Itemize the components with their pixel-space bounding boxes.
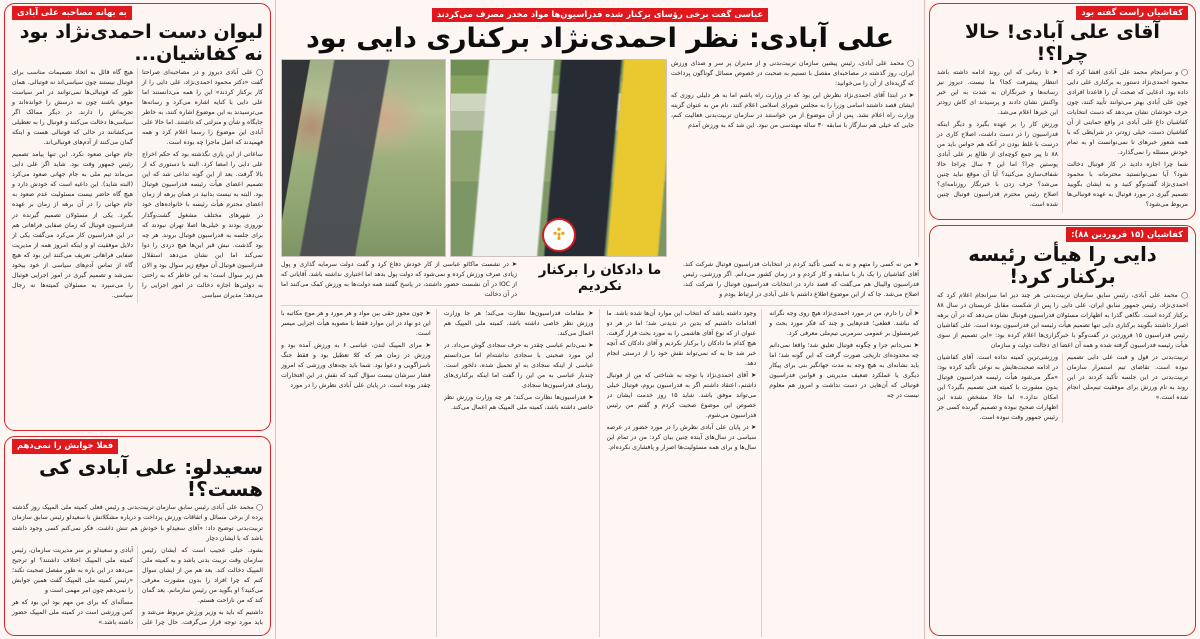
main-lead-column	[671, 59, 919, 257]
paragraph: وجود داشته باشد که انتخاب این موارد آن‌ها شده باشد. ما اقدامات داشتیم که بدین در ندیدنی شد؛ اما در هر دو عنوان از که نوع آقای هاشمی را به مورد بحث قرار گرفت. هیچ کدام ما دادکان را برکنار نکردیم و آقای دادکان که آنچه خبر شد جا به که نمی‌تواند نقش خود را از درستی انجام دهد.	[606, 309, 757, 367]
photo-fill	[282, 60, 445, 256]
paragraph: داشتیم که باید به وزیر ورزش مربوط می‌شد و باید مورد توجه قرار می‌گرفت. حال چرا علی آبادی و سعیدلو بر سر مدیریت سازمان، رئیس کمیته ملی المپیک اختلاف داشتند؟ او ترجیح می‌دهد در این باره به طور مفصل صحبت نکند؛ «رئیس کمیته ملی المپیک گفت همین جوابش را نمی‌دهم چون امر مهمی است و	[12, 546, 263, 626]
photo-left-two-officials	[281, 59, 446, 257]
paragraph: ◯ محمد علی آبادی، رئیس پیشین سازمان تربیت‌بدنی و از مدیران پر سر و صدای ورزش ایران، روز گذشته در مصاحبه‌ای مفصل با تسنیم به صحبت در خصوص مسائل گوناگون پرداخت که گزیده‌ای از آن را می‌خوانید:	[671, 59, 914, 87]
left-bottom-banner-row	[12, 436, 263, 453]
left-article-top	[4, 3, 271, 431]
paragraph: ➤ آقای احمدی‌نژاد با توجه به شناختی که من از فوتبال داشتم، اعتقاد داشتم اگر به فدراسیون بروم، فوتبال خیلی می‌تواند موفق باشد. شاید ۱۵ روز خدمت ایشان در خصوص این موضوع صحبت کردم و گفتم من رئیس فدراسیون می‌شوم.	[606, 372, 757, 420]
paragraph: مسأله‌ای که برای من مهم بود این بود که هر کس ورزشی است در کمیته ملی المپیک حضور داشته باشد.»	[12, 598, 133, 626]
paragraph: شما چرا اجازه دادید در کار فوتبال دخالت شود؟ آیا نمی‌توانستید محترمانه با محمود احمدی‌نژاد گفت‌وگو کنید و به ایشان بگویید تصمیم گیری در مورد فوتبال به عهده فوتبالی‌ها مربوط می‌شود؟	[1067, 161, 1188, 209]
paragraph: ➤ در نشست ماکائو عباسی از کار خودش دفاع کرد و گفت دولت سرمایه گذاری و پول زیادی صرف ورزش کرده و نمی‌شود که دولت پول بدهد اما اختیاری نداشته باشد. آقایانی که از IOC در آن نشست حضور داشتند، در پاسخ گفتند همه دولت‌ها به ورزش کمک می‌کنند اما در آن دخالت	[281, 260, 517, 298]
paragraph: ➤ نمی‌دانم عباسی چقدر به حرف سجادی گوش می‌داد. در این مورد صحبتی با سجادی نداشته‌ام اما می‌دانستم عباسی از اینکه سجادی به او تحمیل شده، دلخور است. چندبار عباسی به من این را گفت اما اینکه برکناری‌های رؤسای فدراسیون‌ها سجادی	[443, 341, 594, 390]
left-top-body	[12, 68, 263, 303]
right-bottom-body	[937, 353, 1188, 423]
right-bottom-banner-row	[937, 225, 1188, 242]
iran-football-federation-emblem	[542, 218, 576, 252]
divider	[281, 305, 919, 306]
paragraph: ➤ فدراسیون‌ها نظارت می‌کند؛ هر چه وزارت ورزش نظر خاصی داشته باشد، کمیته ملی المپیک هم اعمال می‌کند.	[443, 394, 594, 412]
paragraph: ➤ در ابتدا آقای احمدی‌نژاد نظرش این بود که در وزارت راه باشم اما به هر دلیلی روزی که ایشان قصد داشتند اسامی وزرا را به مجلس شورای اسلامی اعلام کنند، نام من به عنوان گزینه وزارت راه اعلام نشد. پس از آن موضوع از من خواستند در سازمان تربیت‌بدنی فعالیت کنم، جایی که خیلی هم سازگار با سابقه ۳۰ ساله مهندسی من نبود. این شد که به ورزش آمدم	[671, 91, 914, 129]
right-article-top	[929, 3, 1196, 220]
paragraph: ➤ مرای المپیک لندن، عباسی ۶ به ورزش آمده بود و ورزش در زمان هم که کلا تعطیل بود و فقط جنگ ناسزاگویی و دعوا بود. شما باید بچه‌های ورزشی که امروز فشار سرشان نیست سؤال کنید که نقش در این افتخارات چقدر بوده است. در پایان علی آبادی نظرش را در مورد	[281, 341, 431, 390]
paragraph: ➤ در پایان علی آبادی نظرش را در مورد حضور در عرصه سیاسی در سال‌های آینده چنین بیان کرد: من در تمام این سال‌ها و برای همه مسئولیت‌ها اصرار و پافشاری نکرده‌ام.	[606, 424, 757, 452]
paragraph: ➤ چون مجوز حقی بین مواد و هر مورد و هر موج مکاتبه با این دو نهاد در این موارد فقط با مصوبه هیأت اجرایی میسر است.	[281, 309, 431, 337]
main-body-columns	[281, 309, 919, 637]
left-top-banner: به بهانه مصاحبه علی آبادی	[12, 6, 132, 21]
main-col-2	[607, 309, 763, 637]
paragraph: ◯ علی آبادی دیروز و در مصاحبه‌ای صراحتا گفت «دکتر محمود احمدی‌نژاد، علی دایی را از کار برکنار کردند» این را همه می‌دانستند اما علی دایی با کنایه اشاره می‌کرد و رسانه‌ها می‌ترسیدند به این موضوع اشاره کنند، به خاطر جایگاه و شأن و منزلتی که داشتند. اما حالا علی آبادی این موضوع را رسما اعلام کرد و همه فهمیدند که اصل ماجرا چه بوده است.	[142, 68, 263, 147]
paragraph: ➤ تا زمانی که این روند ادامه داشته باشد انتظار پیشرفت کجا؟ ما نیست. دیروز نیز رسانه‌ها و خبرنگاران به شدت به این خبر واکنش نشان دادند و پرسیدند ای کاش زودتر این خبرها اعلام می‌شد.	[937, 68, 1058, 117]
main-col-1	[769, 309, 919, 637]
main-col-3	[444, 309, 600, 637]
paragraph: ➤ من نه کسی را متهم و نه به کسی تأکید کردم در انتخابات فدراسیون فوتبال شرکت کند. آقای کفاشیان را یک بار با سابقه و کار کردم و در زمان کشور می‌دانم. اگر ورزشی، رئیس فدراسیون والیبال هم می‌گفت که قصد دارد در انتخابات فدراسیون فوتبال را شرکت کند، اصلاح می‌شد. جا که از این موضوع اطلاع داشتم با علی آبادی در ارتباط بودم و	[683, 260, 919, 298]
right-bottom-banner: کفاشیان (۱۵ فروردین ۸۸):	[1066, 227, 1188, 242]
left-bottom-headline: سعیدلو: علی آبادی کی هست؟!	[38, 454, 263, 502]
main-banner-row	[281, 2, 919, 22]
left-bottom-lead: ◯ محمد علی آبادی رئیس سابق سازمان تربیت‌بدنی و رئیس فعلی کمیته ملی المپیک روز گذشته پرده از برخی مسائل و اتفاقات ورزش پرداخت و درباره مشکلاتش با سعیدلو رئیس سابق سازمان تربیت‌بدنی توضیح داد: «آقای سعیدلو با خودش هم تنش داشت. فکر نمی‌کنم کسی وجود داشته باشد که با ایشان دچار	[12, 504, 263, 542]
left-bottom-body	[12, 546, 263, 629]
paragraph: ساعاتی از این بازی نگذشته بود که حکم اخراج علی دایی را امضا کرد. البته با دستوری که از بالا گرفت. بعد از این گونه تداعی شد که این تصمیم اعضای هیأت رئیسه فدراسیون فوتبال بود. البته به نیست بدانید در همان برهه از زمان اعضای محترم هیأت رئیسه با خانواده‌های خود در شهرهای مختلف مشغول گشت‌وگذار نوروزی بودند و خیلی‌ها اصلا تهران نبودند که برای جلسه به فدراسیون فوتبال بروند. هر چه بود گذشت. نبش قبر این‌ها هیچ دردی را دوا نمی‌کند اما این نشان می‌دهد استقلال فدراسیون فوتبال آن موقع زیر سوال بود و الان هم زیر سوال است؛ به این خاطر که به راحتی به دولتی‌ها اجازه دخالت در امور اجرایی را می‌دهد؛ مدیران سیاسی	[142, 151, 263, 299]
left-article-bottom	[4, 436, 271, 636]
left-bottom-banner: فعلا جوابش را نمی‌دهم	[12, 439, 118, 454]
photo-row	[281, 59, 919, 257]
right-article-bottom	[929, 225, 1196, 636]
left-column	[0, 0, 275, 639]
photo-center-ahmadinejad-handshake	[450, 59, 667, 257]
right-column	[925, 0, 1200, 639]
right-top-body	[937, 68, 1188, 213]
paragraph: ➤ نمی‌دانم جرا و چگونه فوتبال تعلیق شد؛ واقعا نمی‌دانم چه محدوده‌ای تاریخی صورت گرفت که این گونه شد؛ اما باید نشانه‌ای به هیچ وجه به مدت جهانگیر بنی برای پیکار دیگری یا عملکرد ضعیف مدیریتی و قوانین فدراسیون فوتبالی که آن‌هایی در دست نداشت و امروز هم معلوم نیست در چه	[769, 341, 919, 400]
paragraph: ➤ مقامات فدراسیون‌ها نظارت می‌کند؛ هر جا وزارت ورزش نظر خاصی داشته باشد، کمیته ملی المپیک هم اعمال می‌کند.	[443, 309, 594, 337]
main-headline: علی آبادی: نظر احمدی‌نژاد برکناری دایی بود	[305, 23, 895, 55]
paragraph: ورزشی‌ترین کمیته نداده است. آقای کفاشیان در ادامه صحبت‌هایش به نوعی تأکید کرده بود: «مگر می‌شود هیأت رئیسه فدراسیون فوتبال بدون مشورت با کمیته فنی تصمیم بگیرد؟ این امکان ندارد.» اما حالا مشخص شده این اظهارات صحیح نبوده و تصمیم گیرنده کسی جز رئیس جمهور وقت نبوده است.	[937, 353, 1058, 422]
right-top-banner-row	[937, 3, 1188, 20]
paragraph: ورزش کار را بر عهده بگیرد و دیگر اینکه فدراسیون را در دست داشت، اصلاح کاری در درست با غلط بودن در آنکه هم حواس باید من ۸۸ تا پیر جمع کوچه‌ای از طالع بر علی آبادی پوستین چرا؟ اما این ۴ سال چراجا حالا شفاف‌سازی می‌کنید؟ آیا آن موقع نباید چنین می‌شد؟ حرف زدن با خبرنگار روزنامه‌ای؟ اصلاح رئیس محترم فدراسیون فوتبال چنین شده است.	[937, 121, 1058, 209]
paragraph: هیچ گاه قائل به اتخاذ تصمیمات مناسب برای فوتبال نیستند چون سیاسی‌اند نه فوتبالی. همان طور که فوتبالی‌ها نمی‌توانند در امر سیاست موفق باشند چون نه درسش را خوانده‌اند و تجربه‌اش را دارند. در دیگر ممالک اگر سیاسی‌ها دخالت می‌کنند و فوتبال را به تعطیلی می‌کشانند در حالی که فوتبالی هست و اینکه گمان می‌کنند از آدم‌های فوتبالی‌اند.	[12, 68, 133, 147]
main-article	[275, 0, 925, 639]
caption-side-text-left	[281, 260, 517, 302]
paragraph: بشود. خیلی عجیب است که ایشان رئیس سازمان وقت تربیت بدنی باشد و به کمیته ملی المپیک دخالت کند. بعد هم من از ایشان سوال کنم که چرا افراد را بدون مشورت معرفی می‌کنید؟ او بگوید من رئیس سازمانم. بعد گمان کند که من ناراحت هستم.	[142, 546, 263, 604]
paragraph: ➤ آن را دارم. من در مورد احمدی‌نژاد هیچ روی وجه نگرانه که نباشد. قطعی؛ قدم‌هایی و چند که فکر مورد بحث و غیرمسئول بر عمومی سرمربی تیم‌ملی معرفی کرد.	[769, 309, 919, 337]
photo-caption: ما دادکان را برکنار نکردیم	[538, 261, 662, 295]
paragraph: ◯ و سرانجام محمد علی آبادی افشا کرد که محمود احمدی‌نژاد دستور به برکناری علی دایی داده بود. ادعایی که صحت آن را قاعدتا افرادی چون علی آبادی بهتر می‌توانند تأیید کنند، چون حرف خودشان نشان می‌دهد که دست انتخابات کفاشیان داغ علی آبادی در واقع حمایتی از آن کفاشیان دست، خیلی زودتر، در شرایطی که با همه شعور خبرهای تا نمی‌توانست او به تمام خودش مسئله را نمی‌گذارد.	[1067, 68, 1188, 157]
right-top-headline: آقای علی آبادی! حالا چرا؟!	[965, 21, 1160, 65]
left-top-headline: لیوان دست احمدی‌نژاد بود نه کفاشیان...	[19, 21, 263, 65]
left-top-banner-row	[12, 3, 263, 20]
right-bottom-headline: دایی را هیأت رئیسه برکنار کرد!	[968, 242, 1157, 288]
right-top-banner: کفاشیان راست گفته بود	[1076, 6, 1188, 21]
paragraph: جام جهانی صعود نکرد. این تنها پیامد تصمیم رئیس جمهور وقت بود. شاید اگر علی دایی می‌ماند تیم ملی به جام جهانی صعود می‌کرد (البته شاید). این داعیه است که خودش دارد و هیچ گاه حاضر نیست مسئولیت عدم صعود به جام جهانی را در آن برهه از زمان بر عهده بگیرد. یکی از مسئولان تصمیم گیرنده در فدراسیون فوتبال که زمان صفایی فراهانی هم در این فدراسیون کار می‌کرد می‌گفت یکی از دلایل موفقیت او و اینکه امروز همه از مدیریت صفایی فراهانی تعریف می‌کنند این بود که هیچ گاه از تماس آدم‌های سیاسی از خود بیخود نمی‌شد و تصمیم گیری در امور اجرایی فوتبال را می‌سپرد به مسئولان کمیته‌ها نه رجال سیاسی.	[12, 151, 133, 299]
main-banner: عباسی گفت برخی رؤسای برکنار شده فدراسیون‌ها مواد مخدر مصرف می‌کردند	[432, 8, 768, 23]
main-col-4	[281, 309, 437, 637]
right-bottom-lead: ◯ محمد علی آبادی، رئیس سابق سازمان تربیت‌بدنی هر چند دیر اما سرانجام اعلام کرد که احمدی‌نژاد، رئیس جمهور سابق ایران، علی دایی را پس از شکست مقابل عربستان در سال ۸۸ برکنار کرده است. نگاهی گذرا به اظهارات مسئولان فدراسیون فوتبال نشان می‌دهد که در آن برهه اصرار داشتند بگویند برکناری دایی تنها تصمیم هیأت رئیسه این فدراسیون بوده است. علی کفاشیان رئیس فدراسیون ۱۵ فروردین در گفت‌وگو با خبرگزاری‌ها اعلام کرده بود: «این تصمیم از سوی هیأت رئیسه فدراسیون گرفته شده و همه آن اعضا ای دخالت دولت و سازمان	[937, 291, 1188, 349]
paragraph: تربیت‌بدنی در قول و قبت علی دایی تصمیم نبوده است. تقاضای تیم استمرار سازمان تربیت‌بدنی در این جلسه تأکید کردند در این روند به نام ورزش برای موفقیت تیم‌ملی انجام شده است.»	[1067, 353, 1188, 401]
caption-side-text-right	[683, 260, 919, 302]
